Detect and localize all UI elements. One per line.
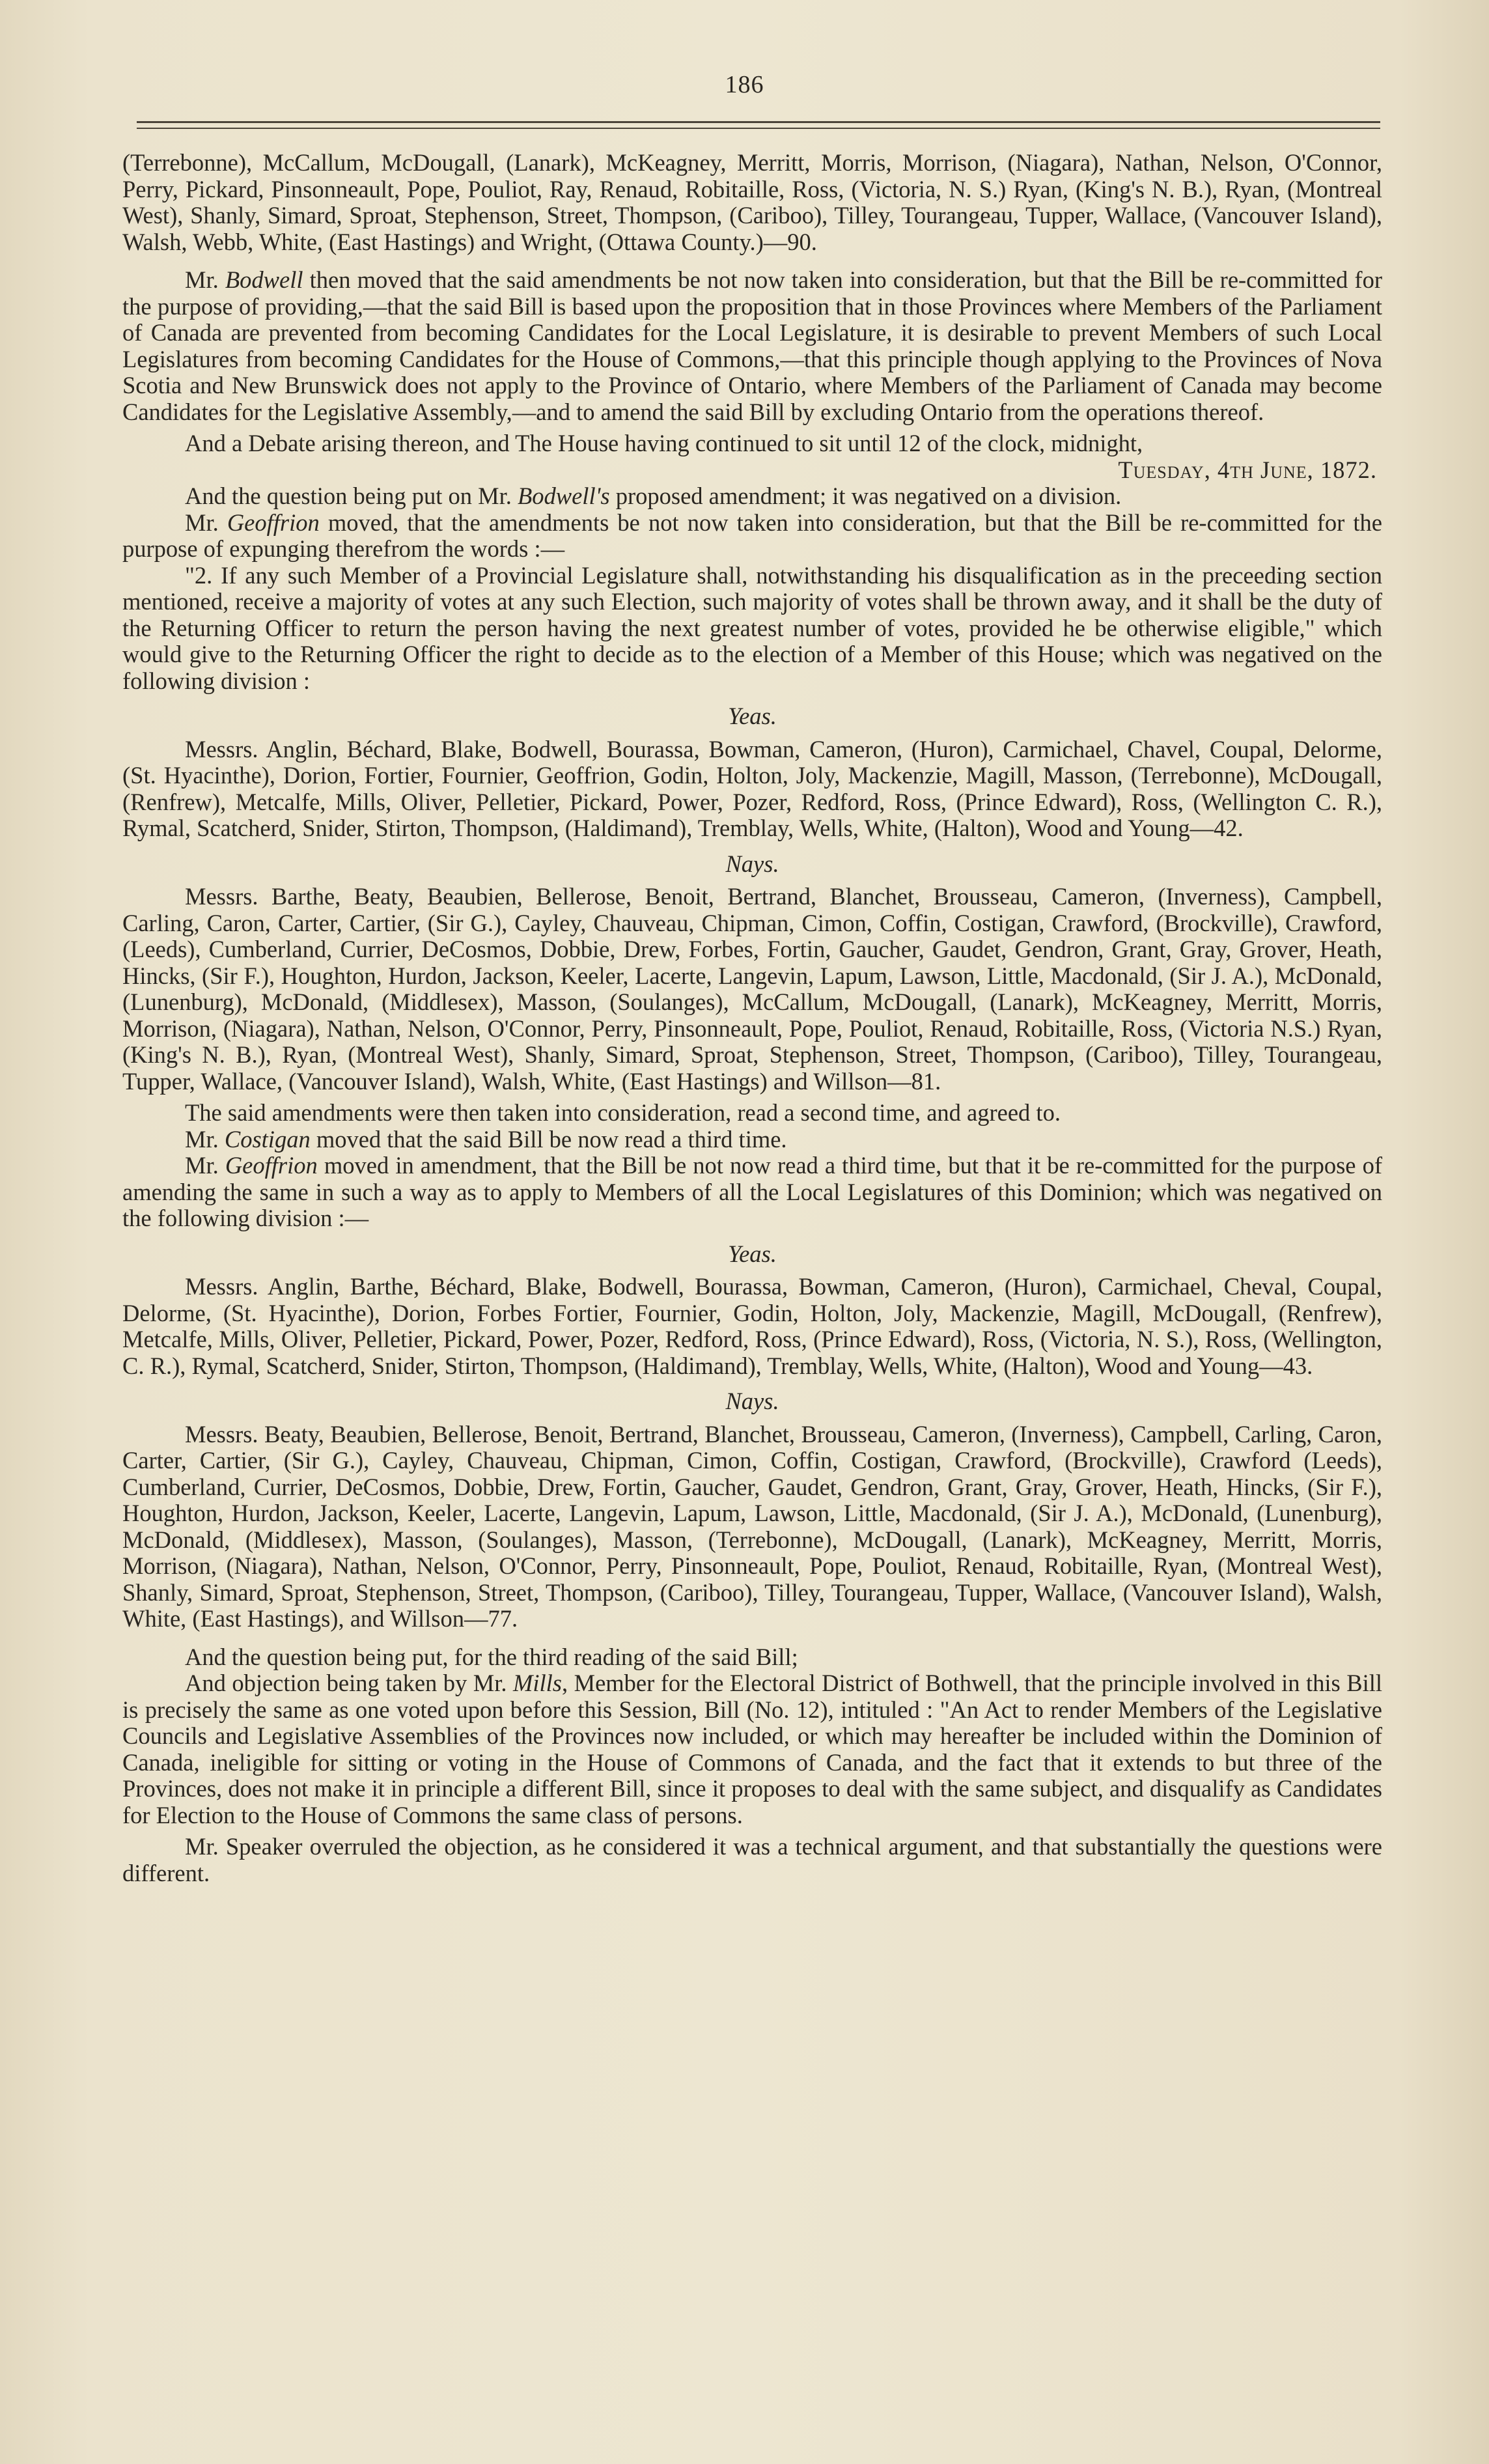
journal-text xyxy=(122,150,1382,1886)
bodwell-negatived: And the question being put on Mr. Bodwell's proposed amendment; it was negatived on a division. xyxy=(185,483,1122,509)
yeas-list: Messrs. Anglin, Béchard, Blake, Bodwell, Bourassa, Bowman, Cameron, (Huron), Carmichael, Chavel, Coupal, Delorme, (St. Hyacinthe), Dorion, Fortier, Fournier, Geoffrion, Godin, Holton, Joly, Mackenzie, Magill, Masson, (Terrebonne), McDougall, (Renfrew), Metcalfe, Mills, Oliver, Pelletier, Pickard, Power, Pozer, Redford, Ross, (Prince Edward), Ross, (Wellington C. R.), Rymal, Scatcherd, Snider, Stirton, Thompson, (Haldimand), Tremblay, Wells, White, (Halton), Wood and Young—42. xyxy=(122,735,1382,841)
date-line: Tuesday, 4th June, 1872. xyxy=(1118,456,1377,483)
nays-list-2: Messrs. Beaty, Beaubien, Bellerose, Benoit, Bertrand, Blanchet, Brousseau, Cameron, (Inverness), Campbell, Carling, Caron, Carter, Cartier, (Sir G.), Cayley, Chauveau, Chipman, Cimon, Coffin, Costigan, Crawford, (Brockville), Crawford (Leeds), Cumberland, Currier, DeCosmos, Dobbie, Drew, Fortin, Gaucher, Gaudet, Gendron, Grant, Gray, Grover, Heath, Hincks, (Sir F.), Houghton, Hurdon, Jackson, Keeler, Lacerte, Langevin, Lapum, Lawson, Little, Macdonald, (Sir J. A.), McDonald, (Lunenburg), McDonald, (Middlesex), Masson, (Soulanges), Masson, (Terrebonne), McDougall, (Lanark), McKeagney, Merritt, Morris, Morrison, (Niagara), Nathan, Nelson, O'Connor, Perry, Pinsonneault, Pope, Pouliot, Renaud, Robitaille, Ryan, (Montreal West), Shanly, Simard, Sproat, Stephenson, Street, Thompson, (Cariboo), Tilley, Tourangeau, Tupper, Wallace, (Vancouver Island), Walsh, White, (East Hastings), and Willson—77. xyxy=(122,1420,1382,1632)
nays-heading: Nays. xyxy=(725,850,779,877)
geoffrion-amendment: Mr. Geoffrion moved in amendment, that the Bill be not now read a third time, but that it be re-committed for the purpose of amending the same in such a way as to apply to Members of all the Local Legislatures of this Dominion; which was negatived on the following division :— xyxy=(122,1152,1382,1231)
speaker-ruling: Mr. Speaker overruled the objection, as he considered it was a technical argument, and that substantially the questions were different. xyxy=(122,1833,1382,1886)
bodwell-amendment: Mr. Bodwell then moved that the said amendments be not now taken into consideration, but that the Bill be re-committed for the purpose of providing,—that the said Bill is based upon the proposition that in those Provinces where Members of the Parliament of Canada are prevented from becoming Candidates for the Local Legislature, it is desirable to prevent Members of such Local Legislatures from becoming Candidates for the House of Commons,—that this principle though applying to the Provinces of Nova Scotia and New Brunswick does not apply to the Province of Ontario, where Members of the Parliament of Canada may become Candidates for the Legislative Assembly,—and to amend the said Bill by excluding Ontario from the operations thereof. xyxy=(122,266,1382,425)
nays-heading-2: Nays. xyxy=(725,1388,779,1414)
nays-list: Messrs. Barthe, Beaty, Beaubien, Bellerose, Benoit, Bertrand, Blanchet, Brousseau, Cameron, (Inverness), Campbell, Carling, Caron, Carter, Cartier, (Sir G.), Cayley, Chauveau, Chipman, Cimon, Coffin, Costigan, Crawford, (Brockville), Crawford, (Leeds), Cumberland, Currier, DeCosmos, Dobbie, Drew, Forbes, Fortin, Gaucher, Gaudet, Gendron, Grant, Gray, Grover, Heath, Hincks, (Sir F.), Houghton, Hurdon, Jackson, Keeler, Lacerte, Langevin, Lapum, Lawson, Little, Macdonald, (Sir J. A.), McDonald, (Lunenburg), McDonald, (Middlesex), Masson, (Soulanges), McCallum, McDougall, (Lanark), McKeagney, Merritt, Morris, Morrison, (Niagara), Nathan, Nelson, O'Connor, Perry, Pinsonneault, Pope, Pouliot, Renaud, Robitaille, Ross, (Victoria N.S.) Ryan, (King's N. B.), Ryan, (Montreal West), Shanly, Simard, Sproat, Stephenson, Street, Thompson, (Cariboo), Tilley, Tourangeau, Tupper, Wallace, (Vancouver Island), Walsh, White, (East Hastings) and Willson—81. xyxy=(122,883,1382,1095)
geoffrion-motion: Mr. Geoffrion moved, that the amendments be not now taken into consideration, but that the Bill be re-committed for the purpose of expunging therefrom the words :— xyxy=(122,509,1382,562)
page-number: 186 xyxy=(725,71,764,98)
division-list-continued: (Terrebonne), McCallum, McDougall, (Lanark), McKeagney, Merritt, Morris, Morrison, (Niagara), Nathan, Nelson, O'Connor, Perry, Pickard, Pinsonneault, Pope, Pouliot, Ray, Renaud, Robitaille, Ross, (Victoria, N. S.) Ryan, (King's N. B.), Ryan, (Montreal West), Shanly, Simard, Sproat, Stephenson, Street, Thompson, (Cariboo), Tilley, Tourangeau, Tupper, Wallace, (Vancouver Island), Walsh, Webb, White, (East Hastings) and Wright, (Ottawa County.)—90. xyxy=(122,149,1382,255)
header-rule-thin xyxy=(137,128,1380,129)
header-rule xyxy=(137,121,1380,123)
debate-paragraph: And a Debate arising thereon, and The House having continued to sit until 12 of the clock, midnight, xyxy=(185,430,1143,456)
costigan-motion: Mr. Costigan moved that the said Bill be now read a third time. xyxy=(185,1125,787,1153)
second-reading-paragraph: The said amendments were then taken into consideration, read a second time, and agreed to. xyxy=(185,1099,1061,1126)
yeas-heading: Yeas. xyxy=(728,703,777,729)
yeas-heading-2: Yeas. xyxy=(728,1240,777,1267)
third-reading-question: And the question being put, for the third reading of the said Bill; xyxy=(185,1643,798,1670)
mills-objection: And objection being taken by Mr. Mills, Member for the Electoral District of Bothwell, that the principle involved in this Bill is precisely the same as one voted upon before this Session, Bill (No. 12), intituled : "An Act to render Members of the Legislative Councils and Legislative Assemblies of the Provinces now included, or which may hereafter be included within the Dominion of Canada, ineligible for sitting or voting in the House of Commons of Canada, and the fact that it extends to but three of the Provinces, does not make it in principle a different Bill, since it proposes to deal with the same subject, and disqualify as Candidates for Election to the House of Commons the same class of persons. xyxy=(122,1670,1382,1828)
quoted-section: "2. If any such Member of a Provincial Legislature shall, notwithstanding his disqualification as in the preceeding section mentioned, receive a majority of votes at any such Election, such majority of votes shall be thrown away, and it shall be the duty of the Returning Officer to return the person having the next greatest number of votes, provided he be otherwise eligible," which would give to the Returning Officer the right to decide as to the election of a Member of this House; which was negatived on the following division : xyxy=(122,561,1382,694)
yeas-list-2: Messrs. Anglin, Barthe, Béchard, Blake, Bodwell, Bourassa, Bowman, Cameron, (Huron), Carmichael, Cheval, Coupal, Delorme, (St. Hyacinthe), Dorion, Forbes Fortier, Fournier, Godin, Holton, Joly, Mackenzie, Magill, McDougall, (Renfrew), Metcalfe, Mills, Oliver, Pelletier, Pickard, Power, Pozer, Redford, Ross, (Prince Edward), Ross, (Victoria, N. S.), Ross, (Wellington, C. R.), Rymal, Scatcherd, Snider, Stirton, Thompson, (Haldimand), Tremblay, Wells, White, (Halton), Wood and Young—43. xyxy=(122,1273,1382,1379)
